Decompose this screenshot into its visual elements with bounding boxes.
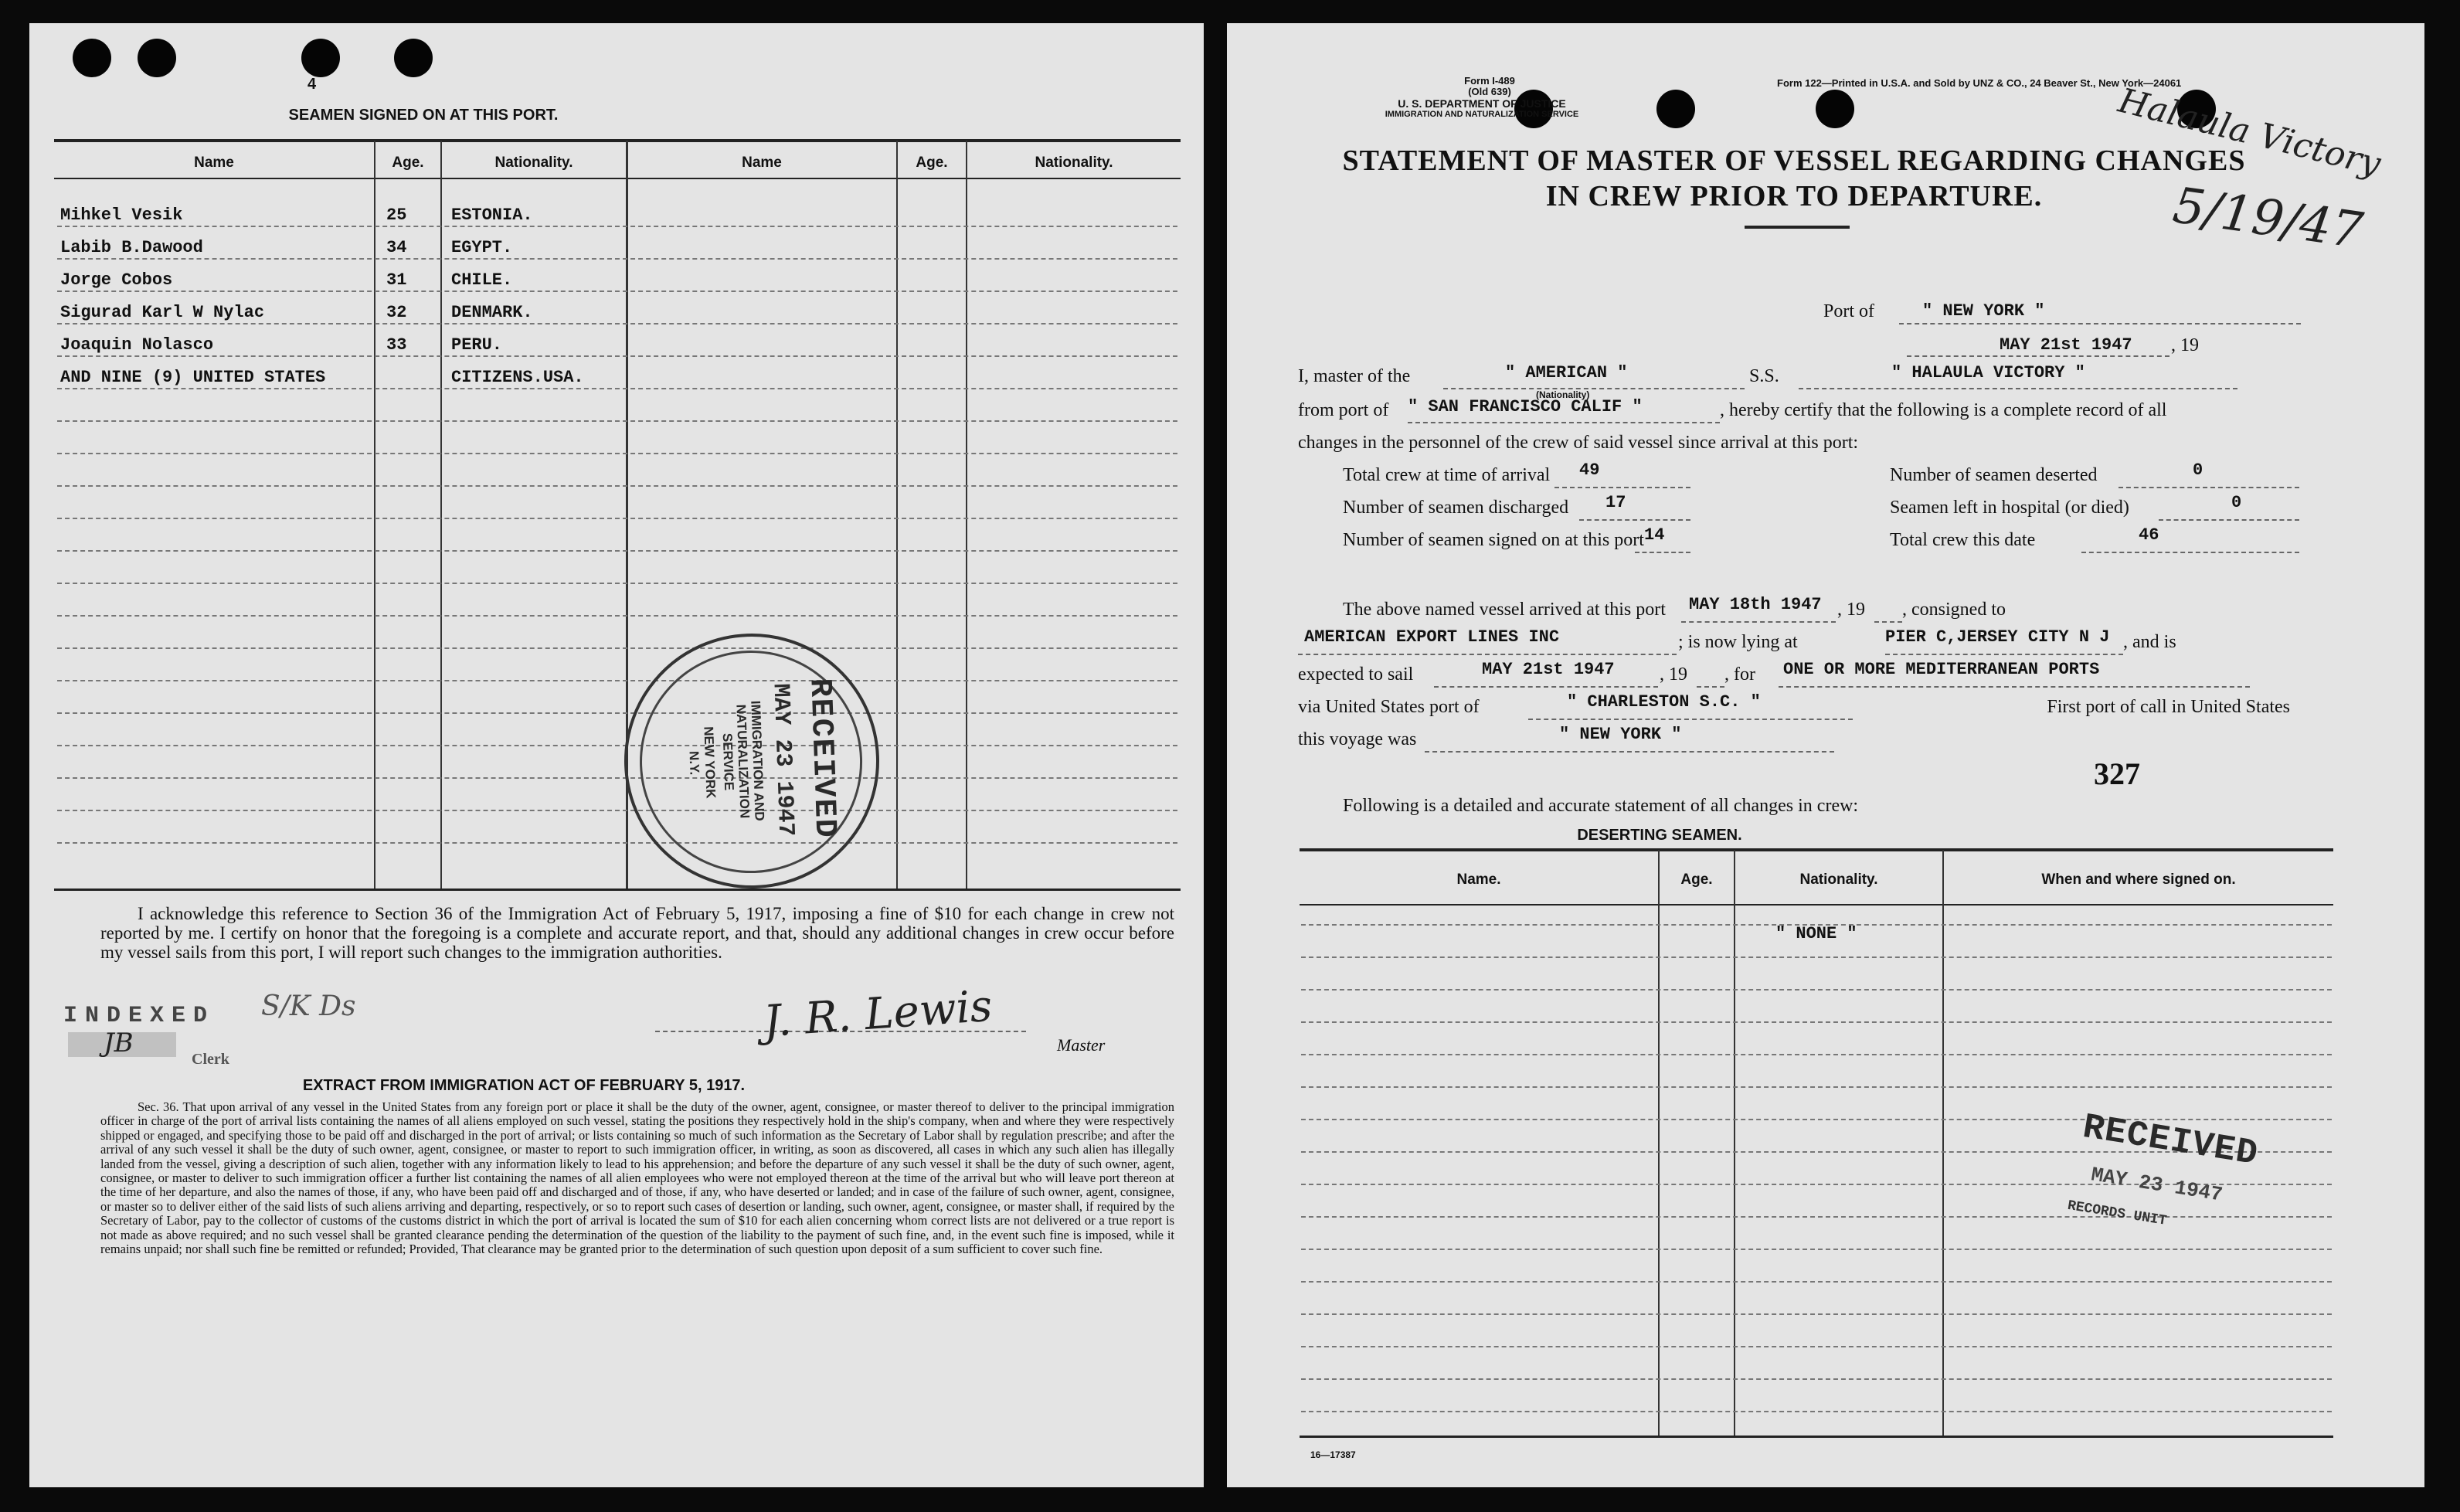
form-number: Form I-489 <box>1464 75 1515 87</box>
stamp-body: IMMIGRATION AND NATURALIZATION SERVICE <box>719 700 767 821</box>
lying-value: PIER C,JERSEY CITY N J <box>1885 627 2110 647</box>
page-number: 4 <box>308 76 317 93</box>
col-header-name: Name <box>194 155 234 171</box>
right-page <box>1227 23 2424 1487</box>
fill-line <box>1443 388 1745 389</box>
received-stamp <box>2066 1106 2261 1242</box>
column-divider <box>1942 850 1944 1437</box>
fill-line <box>2119 487 2299 488</box>
from-port-value: " SAN FRANCISCO CALIF " <box>1408 397 1643 416</box>
and-is-text: , and is <box>2123 632 2176 652</box>
form-id <box>1412 76 1567 97</box>
desert-col-age: Age. <box>1680 872 1713 888</box>
fill-line <box>1554 487 1690 488</box>
master-signature: J. R. Lewis <box>762 980 994 1048</box>
punch-hole <box>73 39 111 77</box>
handwritten-vessel-name: Halaula Victory <box>2114 80 2385 185</box>
sail-suffix: , 19 <box>1660 664 1687 685</box>
changes-text: changes in the personnel of the crew of said vessel since arrival at this port: <box>1298 433 1859 453</box>
ruled-line <box>57 518 1177 519</box>
table-header-rule <box>54 178 1181 179</box>
ruled-line <box>1301 1086 2332 1088</box>
indexed-initials: S/K Ds <box>261 990 356 1022</box>
fill-line <box>1885 654 2123 655</box>
fill-line <box>1408 422 1720 423</box>
indexed-stamp: INDEXED <box>63 1003 216 1029</box>
hospital-label: Seamen left in hospital (or died) <box>1890 498 2129 518</box>
nationality-value: " AMERICAN " <box>1505 363 1628 382</box>
fill-line <box>1874 621 1902 623</box>
ruled-line <box>57 647 1177 649</box>
desert-col-signed-on: When and where signed on. <box>2041 872 2236 888</box>
vessel-value: " HALAULA VICTORY " <box>1891 363 2085 382</box>
department-name: U. S. DEPARTMENT OF JUSTICE <box>1398 97 1566 110</box>
statement-date-suffix: , 19 <box>2171 335 2199 355</box>
punch-hole <box>138 39 176 77</box>
deserted-value: 0 <box>2193 460 2203 480</box>
ruled-line <box>1301 1281 2332 1283</box>
fill-line <box>1434 686 1658 688</box>
punch-hole <box>394 39 433 77</box>
following-text: Following is a detailed and accurate statement of all changes in crew: <box>1343 796 1859 816</box>
ruled-line <box>57 615 1177 617</box>
consigned-label: , consigned to <box>1902 600 2006 620</box>
ruled-line <box>57 420 1177 422</box>
certify-text: , hereby certify that the following is a complete record of all <box>1720 400 2167 420</box>
discharged-label: Number of seamen discharged <box>1343 498 1569 518</box>
crew-nationality: PERU. <box>451 335 503 355</box>
via-prefix: via United States port of <box>1298 697 1480 717</box>
ruled-line <box>57 323 1177 324</box>
crew-nationality: CITIZENS.USA. <box>451 368 584 387</box>
ruled-line <box>57 453 1177 454</box>
ruled-line <box>1301 1313 2332 1315</box>
column-divider <box>1658 850 1660 1437</box>
destination-value: ONE OR MORE MEDITERRANEAN PORTS <box>1783 660 2100 679</box>
arrived-suffix: , 19 <box>1837 600 1865 620</box>
ruled-line <box>57 388 1177 389</box>
fill-line <box>1579 519 1690 521</box>
nationality-caption: (Nationality) <box>1536 389 1590 400</box>
ruled-line <box>1301 1119 2332 1120</box>
stamp-received: RECEIVED <box>801 678 842 840</box>
ruled-line <box>1301 1054 2332 1055</box>
lying-label: ; is now lying at <box>1678 632 1798 652</box>
form-old-number: (Old 639) <box>1468 86 1511 97</box>
desert-col-name: Name. <box>1456 872 1501 888</box>
discharged-value: 17 <box>1605 493 1626 512</box>
crew-nationality: EGYPT. <box>451 238 513 257</box>
expected-prefix: expected to sail <box>1298 664 1414 685</box>
crew-age: 33 <box>386 335 407 355</box>
port-label: Port of <box>1823 301 1874 321</box>
crew-name: Sigurad Karl W Nylac <box>60 303 265 322</box>
ruled-line <box>1301 956 2332 958</box>
stamp-state: N.Y. <box>686 750 702 776</box>
col-header-age: Age. <box>392 155 424 171</box>
crew-nationality: ESTONIA. <box>451 206 533 225</box>
printer-line: Form 122—Printed in U.S.A. and Sold by UNZ & CO., 24 Beaver St., New York—24061 <box>1777 77 2182 89</box>
via-value: " CHARLESTON S.C. " <box>1567 692 1761 712</box>
desert-none-entry: " NONE " <box>1775 924 1857 943</box>
fill-line <box>1635 552 1690 553</box>
ruled-line <box>1301 1021 2332 1023</box>
ruled-line <box>57 842 1177 844</box>
column-divider <box>1734 850 1735 1437</box>
total-now-label: Total crew this date <box>1890 530 2036 550</box>
statement-date: MAY 21st 1947 <box>2000 335 2132 355</box>
stamp-city: NEW YORK <box>701 725 719 799</box>
from-port-prefix: from port of <box>1298 400 1389 420</box>
left-page <box>29 23 1204 1487</box>
clerk-label: Clerk <box>192 1051 229 1068</box>
punch-hole <box>301 39 340 77</box>
crew-nationality: CHILE. <box>451 270 513 290</box>
consignee-value: AMERICAN EXPORT LINES INC <box>1304 627 1560 647</box>
sail-value: MAY 21st 1947 <box>1482 660 1615 679</box>
signed-on-label: Number of seamen signed on at this port <box>1343 530 1644 550</box>
fill-line <box>1681 621 1836 623</box>
col-header-name-2: Name <box>742 155 782 171</box>
crew-nationality: DENMARK. <box>451 303 533 322</box>
ruled-line <box>1301 1346 2332 1347</box>
ruled-line <box>57 777 1177 779</box>
desert-table-top <box>1300 848 2333 851</box>
crew-name: Mihkel Vesik <box>60 206 183 225</box>
clerk-initials: JB <box>104 1028 134 1058</box>
hospital-value: 0 <box>2231 493 2242 512</box>
crew-age: 34 <box>386 238 407 257</box>
voyage-value: " NEW YORK " <box>1559 725 1682 744</box>
total-now-value: 46 <box>2139 525 2159 545</box>
crew-age: 31 <box>386 270 407 290</box>
table-bottom-rule <box>54 889 1181 891</box>
crew-age: 32 <box>386 303 407 322</box>
records-unit-stamp: RECORDS UNIT <box>2066 1198 2168 1229</box>
deserting-title: DESERTING SEAMEN. <box>1577 827 1742 844</box>
table-top-rule <box>54 139 1181 142</box>
arrived-prefix: The above named vessel arrived at this port <box>1343 600 1666 620</box>
port-value: " NEW YORK " <box>1922 301 2045 321</box>
desert-col-nationality: Nationality. <box>1799 872 1878 888</box>
received-stamp-text: RECEIVED <box>2080 1106 2261 1175</box>
ruled-line <box>1301 989 2332 990</box>
received-stamp-date: MAY 23 1947 <box>2089 1163 2224 1207</box>
ruled-line <box>57 550 1177 552</box>
col-header-age-2: Age. <box>916 155 948 171</box>
ruled-line <box>57 680 1177 681</box>
fill-line <box>1779 686 2250 688</box>
fill-line <box>1907 355 2169 357</box>
master-label: Master <box>1057 1035 1106 1055</box>
signed-on-value: 14 <box>1644 525 1665 545</box>
total-crew-value: 49 <box>1579 460 1600 480</box>
ruled-line <box>57 226 1177 227</box>
ruled-line <box>57 291 1177 292</box>
crew-name: Joaquin Nolasco <box>60 335 214 355</box>
ruled-line <box>57 583 1177 584</box>
footer-code: 16—17387 <box>1310 1449 1356 1460</box>
desert-table-header-rule <box>1300 904 2333 906</box>
master-prefix: I, master of the <box>1298 366 1411 386</box>
first-port-label: First port of call in United States <box>2047 697 2290 717</box>
col-header-nationality-2: Nationality. <box>1035 155 1113 171</box>
fill-line <box>1528 719 1853 720</box>
ss-label: S.S. <box>1749 366 1779 386</box>
ruled-line <box>57 485 1177 487</box>
section-title: SEAMEN SIGNED ON AT THIS PORT. <box>288 107 559 124</box>
col-header-nationality: Nationality. <box>494 155 573 171</box>
document-number: 327 <box>2094 756 2140 791</box>
fill-line <box>2081 552 2299 553</box>
acknowledgment-text: I acknowledge this reference to Section 36 of the Immigration Act of February 5, 1917, imposing a fine of $10 for each change in crew not reported by me. I certify on honor that the foregoing is a complete and accurate report, and that, should any additional changes in crew occur before my vessel sails from this port, I will report such changes to the immigration authorities. <box>100 904 1174 962</box>
fill-line <box>1899 323 2301 324</box>
ruled-line <box>1301 1411 2332 1412</box>
total-crew-label: Total crew at time of arrival <box>1343 465 1551 485</box>
received-stamp-circular <box>620 629 883 892</box>
voyage-prefix: this voyage was <box>1298 729 1417 749</box>
fill-line <box>1425 751 1834 753</box>
ruled-line <box>57 745 1177 746</box>
fill-line <box>1799 388 2237 389</box>
service-name: IMMIGRATION AND NATURALIZATION SERVICE <box>1385 110 1579 119</box>
fill-line <box>1697 686 1724 688</box>
crew-name: Jorge Cobos <box>60 270 173 290</box>
crew-name: Labib B.Dawood <box>60 238 203 257</box>
handwritten-date: 5/19/47 <box>2169 177 2367 260</box>
punch-hole <box>1816 90 1854 128</box>
for-label: , for <box>1724 664 1755 685</box>
fill-line <box>1298 654 1677 655</box>
fill-line <box>2159 519 2299 521</box>
ruled-line <box>57 258 1177 260</box>
section-36-text: Sec. 36. That upon arrival of any vessel in the United States from any foreign port or place it shall be the duty of the owner, agent, consignee, or master thereof to deliver to the principal immigration officer in charge of the port of arrival lists containing the names of all aliens employed on such vessel, stating the positions they respectively hold in the ship's company, when and where they were respectively shipped or engaged, and specifying those to be paid off and discharged in the port of arrival; or lists containing so much of such information as the Secretary of Labor shall by regulation prescribe; and after the arrival of any such vessel it shall be the duty of such owner, agent, consignee, or master to report to such immigration officer, in writing, as soon as discovered, all cases in which any such alien has illegally landed from the vessel, giving a description of such alien, together with any information likely to lead to his apprehension; and before the departure of any such vessel it shall be the duty of such owner, agent, consignee, or master to deliver to such immigration officer a further list containing the names of all alien employees who were not employed thereon at the time of the arrival but who will leave port thereon at the time of her departure, and also the names of those, if any, who have been paid off and discharged and of those, if any, who have deserted or landed; and in case of the failure of such owner, agent, consignee, or master so to deliver either of the said lists of such aliens arriving and departing, respectively, or so to report such cases of desertion or landing, such owner, agent, consignee, or master shall, if required by the Secretary of Labor, pay to the collector of customs of the customs district in which the port of arrival is located the sum of $10 for each alien concerning whom correct lists are not delivered or a true report is not made as above required; and no such vessel shall be granted clearance pending the determination of the question of the liability to the payment of such fine, and, in the event such fine is imposed, while it remains unpaid; nor shall such fine be remitted or refunded; Provided, That clearance may be granted prior to the determination of such question upon deposit of a sum sufficient to cover such fine. <box>100 1099 1174 1257</box>
ruled-line <box>1301 1249 2332 1250</box>
crew-age: 25 <box>386 206 407 225</box>
form-title-line-2: IN CREW PRIOR TO DEPARTURE. <box>1545 180 2043 212</box>
form-title-line-1: STATEMENT OF MASTER OF VESSEL REGARDING CHANGES <box>1342 144 2246 177</box>
crew-name: AND NINE (9) UNITED STATES <box>60 368 326 387</box>
ruled-line <box>1301 1378 2332 1380</box>
ruled-line <box>57 810 1177 811</box>
arrived-value: MAY 18th 1947 <box>1689 595 1822 614</box>
extract-title: EXTRACT FROM IMMIGRATION ACT OF FEBRUARY 5, 1917. <box>302 1077 746 1094</box>
ruled-line <box>57 712 1177 714</box>
stamp-date: MAY 23 1947 <box>766 683 799 838</box>
ruled-line <box>57 355 1177 357</box>
title-rule <box>1745 226 1850 229</box>
deserted-label: Number of seamen deserted <box>1890 465 2098 485</box>
desert-table-bottom <box>1300 1436 2333 1438</box>
